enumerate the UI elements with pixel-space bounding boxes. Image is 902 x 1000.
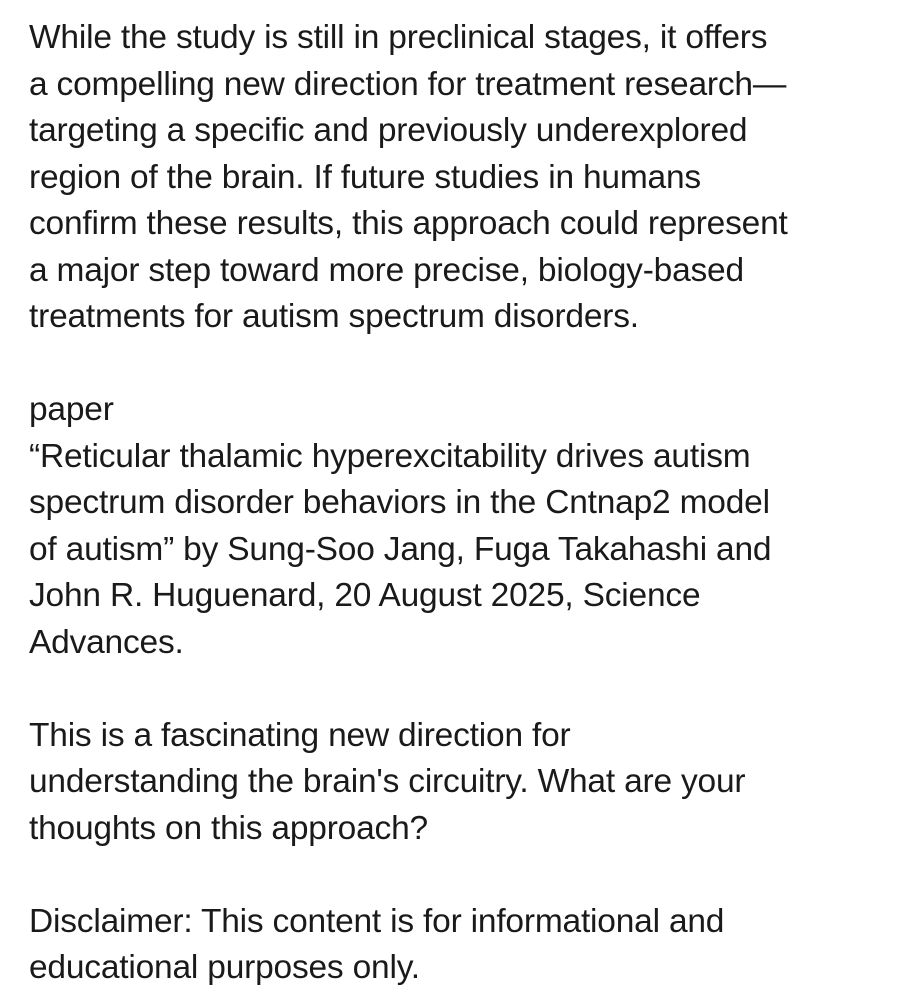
summary-paragraph	[29, 15, 889, 341]
citation-line: spectrum disorder behaviors in the Cntnap2 model	[29, 484, 770, 521]
citation-line: John R. Huguenard, 20 August 2025, Science	[29, 577, 701, 614]
text-line: While the study is still in preclinical stages, it offers	[29, 19, 768, 56]
paragraph-spacer	[29, 666, 889, 713]
citation-line: “Reticular thalamic hyperexcitability drives autism	[29, 437, 751, 475]
text-line: treatments for autism spectrum disorders.	[29, 298, 639, 335]
text-line: thoughts on this approach?	[29, 809, 428, 847]
paper-reference	[29, 387, 889, 666]
text-line: confirm these results, this approach could represent	[29, 205, 788, 242]
disclaimer-line: educational purposes only.	[29, 949, 420, 986]
paragraph-spacer	[29, 341, 889, 388]
disclaimer	[29, 899, 889, 992]
citation-line: of autism” by Sung-Soo Jang, Fuga Takahashi and	[29, 530, 772, 568]
text-line: region of the brain. If future studies in humans	[29, 158, 701, 196]
text-line: a major step toward more precise, biology-based	[29, 251, 744, 289]
text-line: understanding the brain's circuitry. What are your	[29, 763, 746, 800]
post-body	[29, 15, 889, 992]
text-line: targeting a specific and previously underexplored	[29, 112, 748, 149]
disclaimer-line: Disclaimer: This content is for informational and	[29, 902, 725, 940]
paper-heading: paper	[29, 391, 114, 428]
text-line: a compelling new direction for treatment research—	[29, 65, 787, 103]
text-line: This is a fascinating new direction for	[29, 716, 571, 754]
discussion-paragraph	[29, 713, 889, 853]
paragraph-spacer	[29, 852, 889, 899]
citation-line: Advances.	[29, 623, 184, 661]
